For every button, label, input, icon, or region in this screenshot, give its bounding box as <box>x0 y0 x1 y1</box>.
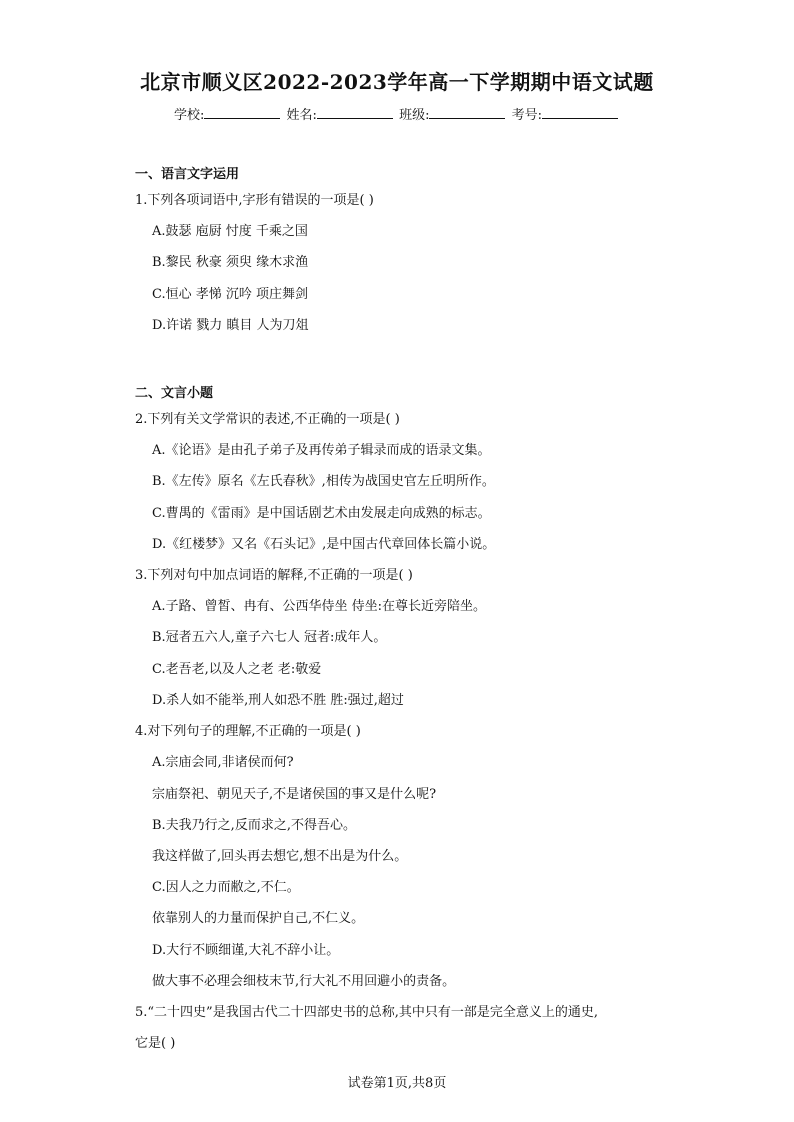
question-2-option-b: B.《左传》原名《左氏春秋》,相传为战国史官左丘明所作。 <box>152 474 495 489</box>
question-3-option-b: B.冠者五六人,童子六七人 冠者:成年人。 <box>152 630 387 645</box>
question-1-option-b: B.黎民 秋豪 须臾 缘木求渔 <box>152 255 309 270</box>
question-3-option-c: C.老吾老,以及人之老 老:敬爱 <box>152 662 322 677</box>
question-4-option-c-translation: 依靠别人的力量而保护自己,不仁义。 <box>152 911 365 926</box>
question-4-option-a: A.宗庙会同,非诸侯而何? <box>152 755 294 770</box>
question-2-option-d: D.《红楼梦》又名《石头记》,是中国古代章回体长篇小说。 <box>152 537 496 552</box>
question-3-option-d: D.杀人如不能举,刑人如恐不胜 胜:强过,超过 <box>152 693 404 708</box>
question-2-stem: 2.下列有关文学常识的表述,不正确的一项是( ) <box>135 412 400 427</box>
question-5-stem-continued: 它是( ) <box>135 1036 176 1051</box>
question-5-stem: 5.“二十四史”是我国古代二十四部史书的总称,其中只有一部是完全意义上的通史, <box>135 1005 598 1020</box>
school-blank[interactable] <box>204 106 280 119</box>
question-2-option-c: C.曹禺的《雷雨》是中国话剧艺术由发展走向成熟的标志。 <box>152 506 491 521</box>
question-3-stem: 3.下列对句中加点词语的解释,不正确的一项是( ) <box>135 568 413 583</box>
question-2-option-a: A.《论语》是由孔子弟子及再传弟子辑录而成的语录文集。 <box>152 443 491 458</box>
student-info-line <box>0 104 794 123</box>
id-label: 考号: <box>511 108 542 123</box>
question-1-option-c: C.恒心 孝悌 沉吟 项庄舞剑 <box>152 287 309 302</box>
question-4-option-b-translation: 我这样做了,回头再去想它,想不出是为什么。 <box>152 849 408 864</box>
question-1-stem: 1.下列各项词语中,字形有错误的一项是( ) <box>135 193 374 208</box>
class-blank[interactable] <box>429 106 505 119</box>
question-3-option-a: A.子路、曾皙、冉有、公西华侍坐 侍坐:在尊长近旁陪坐。 <box>152 599 487 614</box>
question-4-option-c: C.因人之力而敝之,不仁。 <box>152 880 300 895</box>
page-title: 北京市顺义区2022-2023学年高一下学期期中语文试题 <box>140 70 654 94</box>
page-footer: 试卷第1页,共8页 <box>347 1076 447 1091</box>
question-4-stem: 4.对下列句子的理解,不正确的一项是( ) <box>135 724 361 739</box>
id-blank[interactable] <box>542 106 618 119</box>
section-heading-2: 二、文言小题 <box>135 386 214 401</box>
section-heading-1: 一、语言文字运用 <box>135 167 240 182</box>
question-4-option-b: B.夫我乃行之,反而求之,不得吾心。 <box>152 818 356 833</box>
class-label: 班级: <box>399 108 430 123</box>
question-4-option-d-translation: 做大事不必理会细枝末节,行大礼不用回避小的责备。 <box>152 974 456 989</box>
question-4-option-d: D.大行不顾细谨,大礼不辞小让。 <box>152 943 340 958</box>
name-blank[interactable] <box>317 106 393 119</box>
question-4-option-a-translation: 宗庙祭祀、朝见天子,不是诸侯国的事又是什么呢? <box>152 787 437 802</box>
question-1-option-a: A.鼓瑟 庖厨 忖度 千乘之国 <box>152 224 308 239</box>
question-1-option-d: D.许诺 戮力 瞋目 人为刀俎 <box>152 318 309 333</box>
school-label: 学校: <box>174 108 205 123</box>
name-label: 姓名: <box>286 108 317 123</box>
